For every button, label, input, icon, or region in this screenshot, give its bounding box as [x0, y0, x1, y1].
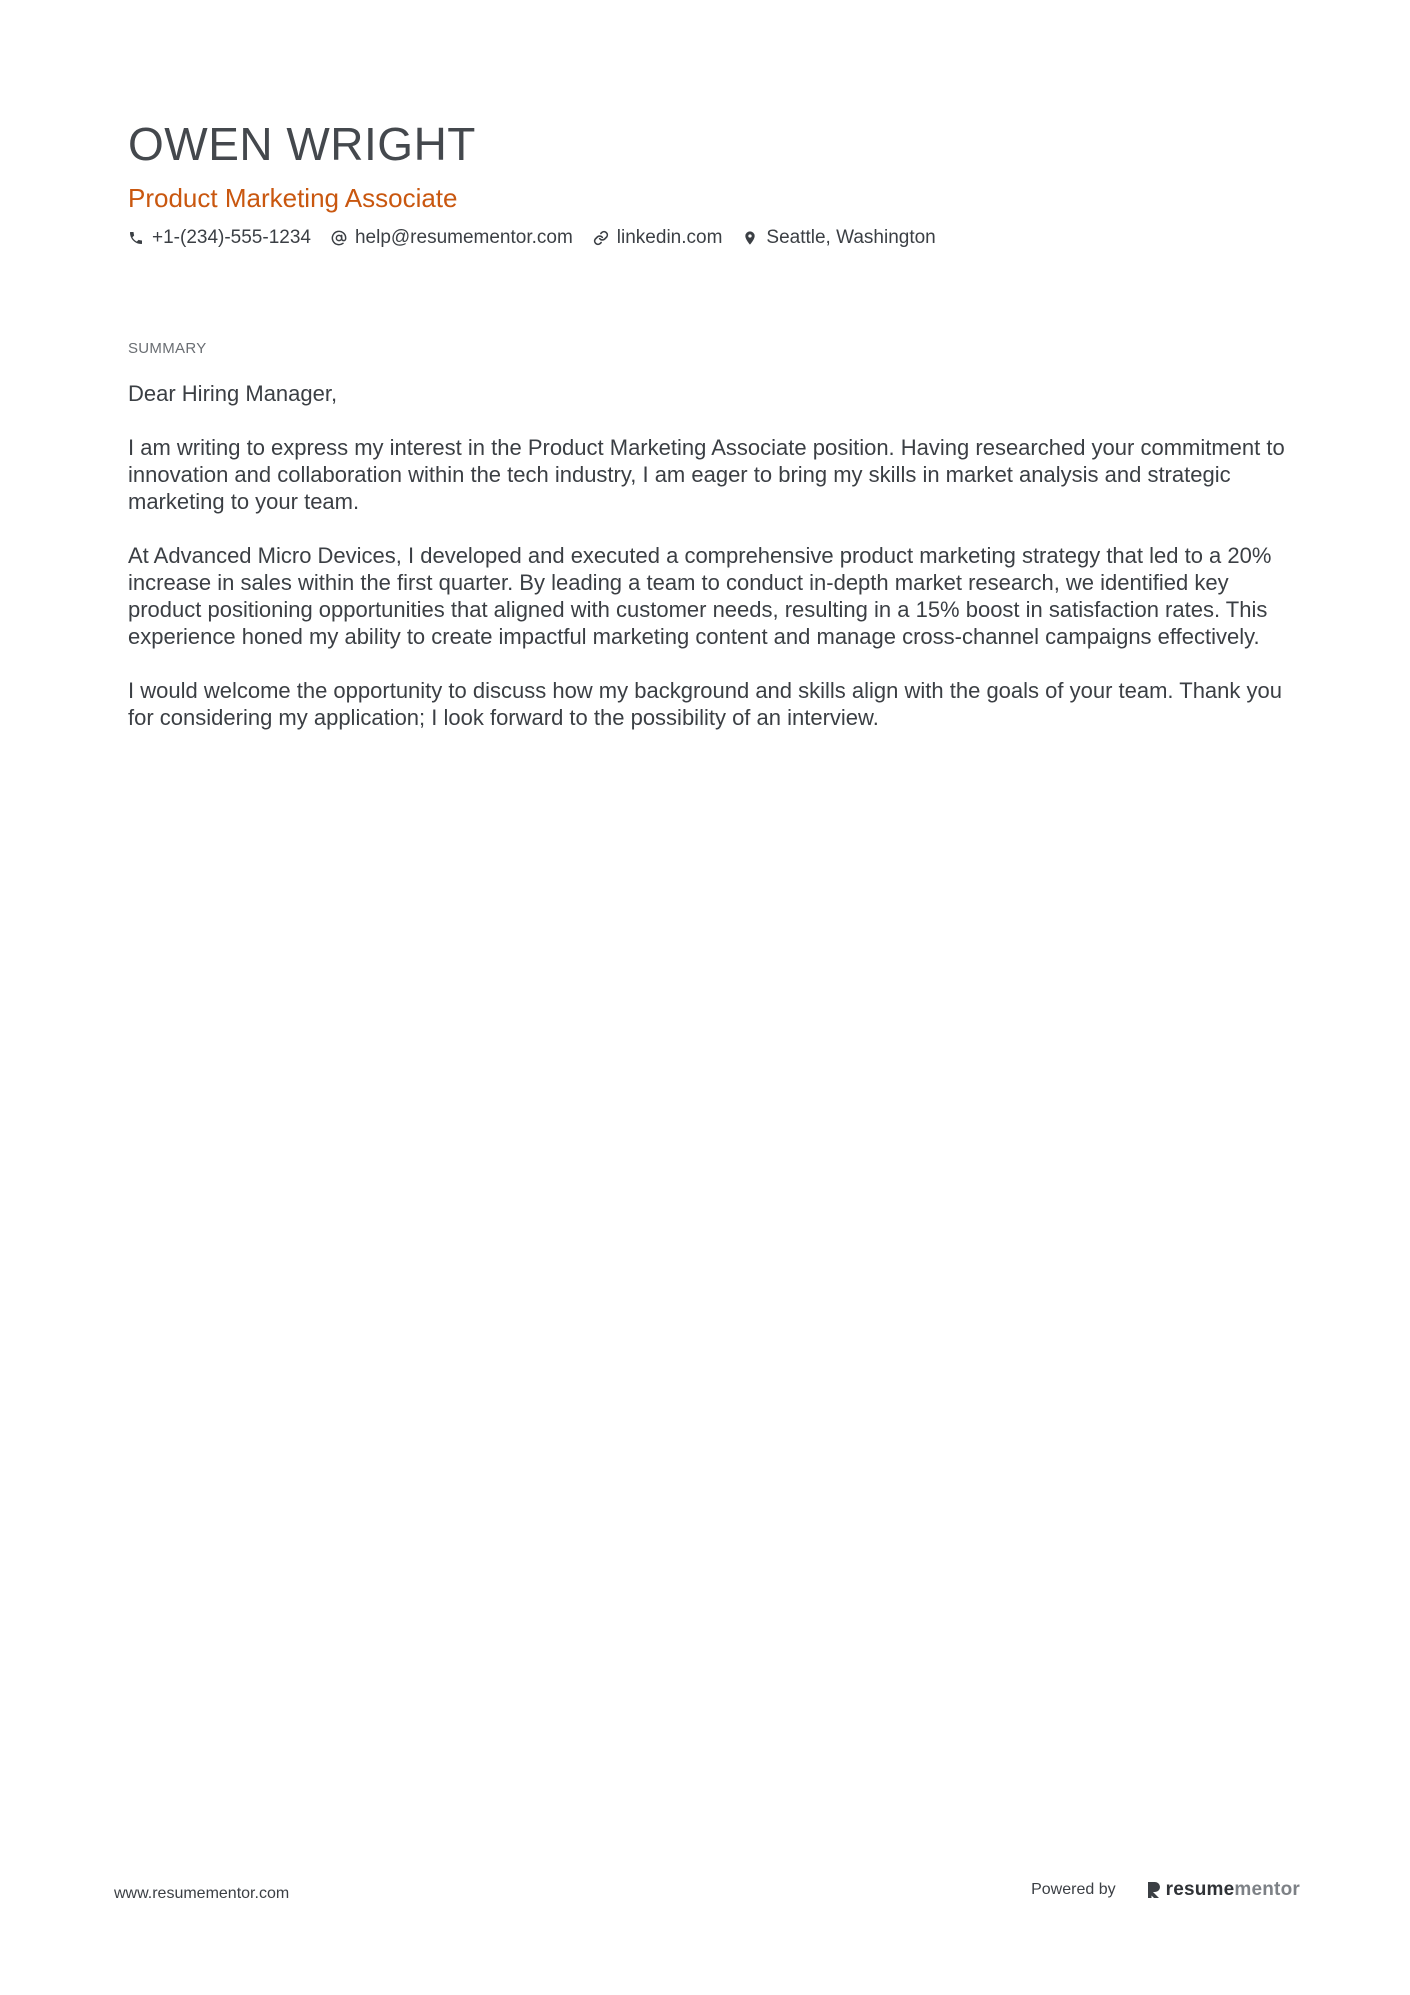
footer-website[interactable]: www.resumementor.com — [114, 1885, 290, 1902]
job-title: Product Marketing Associate — [128, 183, 458, 213]
contact-email — [331, 226, 573, 250]
letter-greeting: Dear Hiring Manager, — [128, 381, 338, 406]
letter-paragraph: At Advanced Micro Devices, I developed and executed a comprehensive product marketing strategy that led to a 20% increase in sales within the first quarter. By leading a team to conduct in-depth market research, we identified key product positioning opportunities that aligned with customer needs, resulting in a 15% boost in satisfaction rates. This experience honed my ability to create impactful marketing content and manage cross-channel campaigns effectively. — [128, 543, 1272, 649]
linkedin-link[interactable]: linkedin.com — [616, 227, 723, 248]
cover-letter-body — [128, 380, 1298, 731]
contact-linkedin — [593, 226, 723, 250]
footer-powered-by — [1031, 1878, 1300, 1902]
candidate-name: OWEN WRIGHT — [128, 118, 476, 170]
summary-section — [128, 340, 1298, 758]
letter-paragraph: I am writing to express my interest in the Product Marketing Associate position. Having researched your commitment to innovation and collaboration within the tech industry, I am eager to bring my skills in market analysis and strategic marketing to your team. — [128, 435, 1285, 514]
powered-by-label: Powered by — [1031, 1881, 1116, 1898]
map-pin-icon — [742, 230, 758, 246]
brand-name-part1: resume — [1165, 1879, 1235, 1900]
brand-logo[interactable] — [1146, 1878, 1300, 1902]
letter-paragraph: I would welcome the opportunity to discuss how my background and skills align with the goals of your team. Thank you for considering my application; I look forward to the possibility of an interview. — [128, 678, 1282, 730]
location-text: Seattle, Washington — [766, 227, 936, 248]
contact-info — [128, 226, 1288, 250]
header — [128, 116, 1288, 250]
section-heading: SUMMARY — [128, 340, 207, 357]
brand-name-part2: mentor — [1234, 1879, 1300, 1900]
at-sign-icon — [331, 230, 347, 246]
phone-number: +1-(234)-555-1234 — [152, 227, 311, 248]
link-icon — [593, 230, 609, 246]
email-address[interactable]: help@resumementor.com — [354, 227, 573, 248]
phone-icon — [128, 230, 144, 246]
contact-location — [742, 226, 935, 250]
brand-logo-icon — [1146, 1880, 1162, 1900]
contact-phone — [128, 226, 311, 250]
